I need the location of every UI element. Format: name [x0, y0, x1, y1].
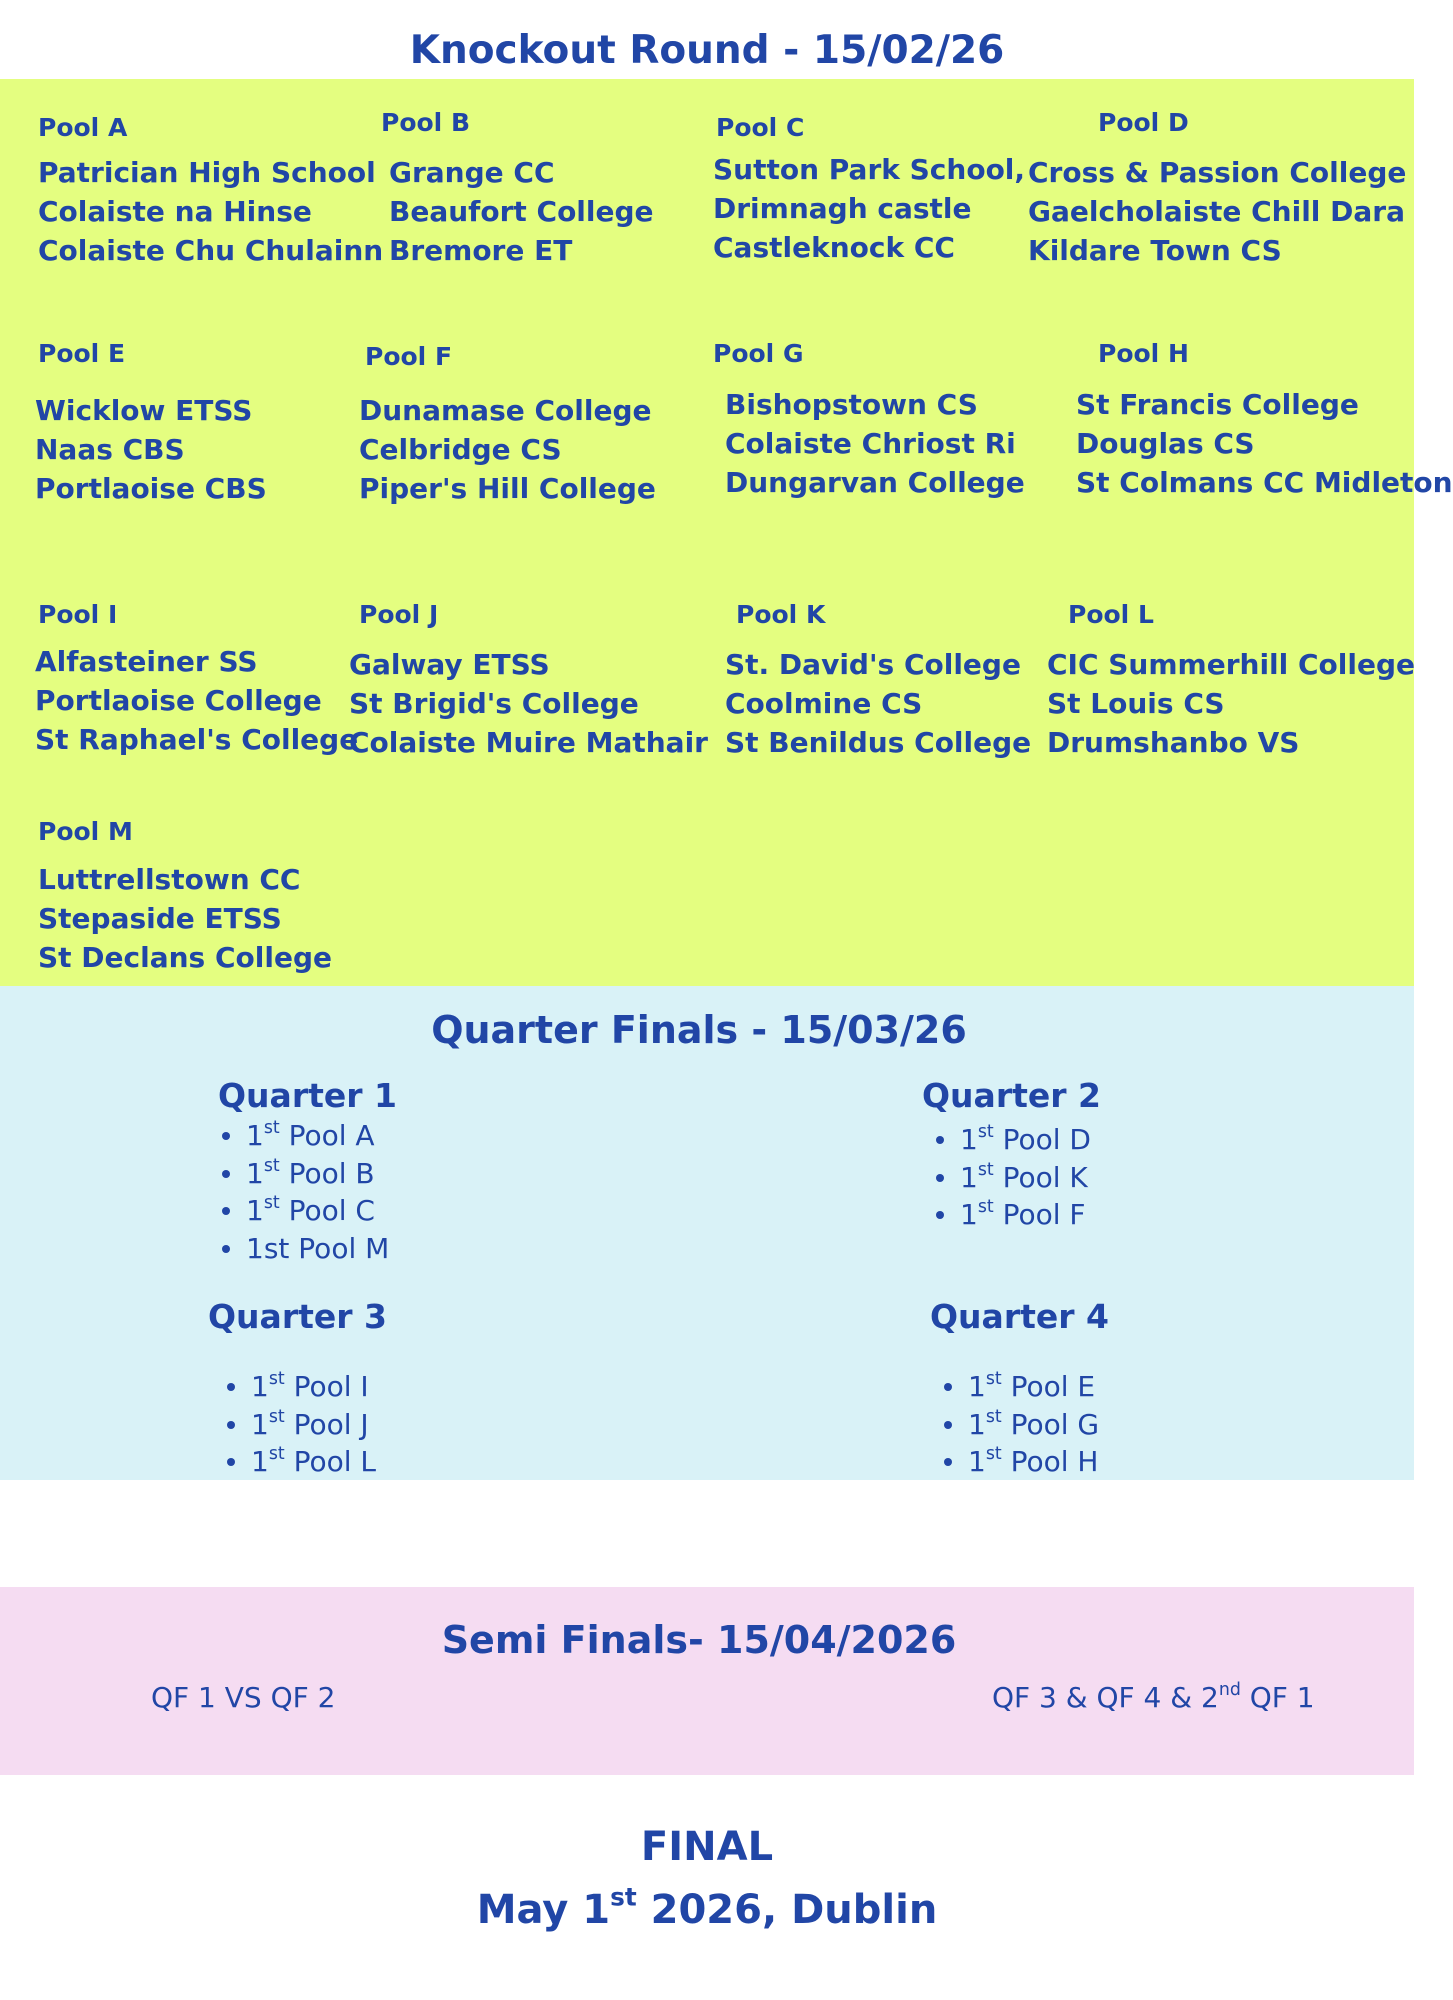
school-name: Douglas CS: [1076, 427, 1255, 460]
school-name: Kildare Town CS: [1028, 234, 1282, 267]
school-name: Colaiste Chriost Ri: [725, 427, 1016, 460]
school-list: [725, 385, 1025, 502]
school-name: Drumshanbo VS: [1047, 726, 1300, 759]
school-name: Wicklow ETSS: [35, 394, 253, 427]
pool-title: Pool E: [38, 339, 126, 368]
school-name: Grange CC: [389, 156, 555, 189]
pool-title: Pool L: [1068, 600, 1154, 629]
pool-title: Pool D: [1098, 108, 1189, 137]
pool-title: Pool C: [716, 113, 805, 142]
school-name: Cross & Passion College: [1028, 156, 1407, 189]
pool-title: Pool G: [713, 339, 804, 368]
quarter-entry: 1st Pool A: [218, 1117, 389, 1155]
school-name: St Louis CS: [1047, 687, 1225, 720]
school-name: Drimnagh castle: [713, 192, 972, 225]
semi-finals-title: Semi Finals- 15/04/2026: [441, 1618, 957, 1662]
school-name: Sutton Park School,: [713, 153, 1026, 186]
quarter-entry-list: [940, 1368, 1099, 1481]
quarter-entry-list: [223, 1368, 376, 1481]
quarter-entry-list: [218, 1117, 389, 1267]
school-list: [38, 153, 383, 270]
quarter-entry: 1st Pool D: [932, 1121, 1091, 1159]
school-name: Stepaside ETSS: [38, 902, 282, 935]
school-list: [389, 153, 654, 270]
school-list: [1047, 645, 1415, 762]
final-title: FINAL: [640, 1824, 774, 1870]
school-list: [359, 391, 656, 508]
school-list: [713, 150, 1025, 267]
school-name: Coolmine CS: [725, 687, 923, 720]
pool-title: Pool F: [365, 342, 453, 371]
school-name: Celbridge CS: [359, 433, 562, 466]
semi-final-right: QF 3 & QF 4 & 2nd QF 1: [992, 1679, 1315, 1714]
quarter-entry: 1st Pool K: [932, 1159, 1091, 1197]
school-list: [1028, 153, 1406, 270]
school-name: Bremore ET: [389, 234, 573, 267]
quarter-entry: 1st Pool G: [940, 1406, 1099, 1444]
school-list: [38, 860, 332, 977]
quarter-entry: 1st Pool F: [932, 1196, 1091, 1234]
school-name: St Brigid's College: [349, 687, 639, 720]
quarter-entry: 1st Pool C: [218, 1192, 389, 1230]
school-list: [1076, 385, 1453, 502]
quarter-title: Quarter 2: [922, 1076, 1101, 1115]
pool-title: Pool H: [1098, 339, 1189, 368]
school-name: Bishopstown CS: [725, 388, 978, 421]
quarter-entry: 1st Pool H: [940, 1443, 1099, 1481]
quarter-entry: 1st Pool M: [218, 1230, 389, 1268]
school-name: Portlaoise CBS: [35, 472, 267, 505]
quarter-entry-list: [932, 1121, 1091, 1234]
school-name: Piper's Hill College: [359, 472, 656, 505]
school-name: Castleknock CC: [713, 231, 955, 264]
school-list: [725, 645, 1031, 762]
semi-final-left: QF 1 VS QF 2: [151, 1681, 336, 1714]
school-name: Naas CBS: [35, 433, 185, 466]
pool-title: Pool J: [359, 600, 439, 629]
quarter-title: Quarter 3: [208, 1297, 387, 1336]
school-name: Gaelcholaiste Chill Dara: [1028, 195, 1405, 228]
school-list: [35, 391, 267, 508]
school-name: Beaufort College: [389, 195, 654, 228]
school-name: Colaiste na Hinse: [38, 195, 312, 228]
school-name: St. David's College: [725, 648, 1021, 681]
final-date: May 1st 2026, Dublin: [476, 1882, 938, 1933]
school-name: Luttrellstown CC: [38, 863, 301, 896]
school-list: [349, 645, 708, 762]
quarter-finals-title: Quarter Finals - 15/03/26: [431, 1008, 967, 1052]
school-name: CIC Summerhill College: [1047, 648, 1415, 681]
school-name: Galway ETSS: [349, 648, 550, 681]
school-name: Portlaoise College: [35, 684, 322, 717]
quarter-entry: 1st Pool J: [223, 1406, 376, 1444]
quarter-entry: 1st Pool L: [223, 1443, 376, 1481]
quarter-entry: 1st Pool B: [218, 1155, 389, 1193]
school-name: Dunamase College: [359, 394, 652, 427]
pool-title: Pool M: [38, 817, 133, 846]
school-name: St Colmans CC Midleton: [1076, 466, 1453, 499]
pool-title: Pool B: [381, 108, 471, 137]
pool-title: Pool A: [38, 113, 128, 142]
school-name: Dungarvan College: [725, 466, 1025, 499]
school-name: Alfasteiner SS: [35, 645, 258, 678]
school-name: Colaiste Chu Chulainn: [38, 234, 384, 267]
school-name: Patrician High School: [38, 156, 376, 189]
school-name: St Francis College: [1076, 388, 1359, 421]
quarter-title: Quarter 1: [218, 1076, 397, 1115]
knockout-title: Knockout Round - 15/02/26: [409, 28, 1005, 73]
pool-title: Pool I: [38, 600, 118, 629]
quarter-entry: 1st Pool E: [940, 1368, 1099, 1406]
school-name: St Declans College: [38, 941, 332, 974]
school-name: St Raphael's College: [35, 723, 359, 756]
school-name: Colaiste Muire Mathair: [349, 726, 708, 759]
pool-title: Pool K: [736, 600, 826, 629]
school-list: [35, 642, 358, 759]
quarter-title: Quarter 4: [930, 1297, 1109, 1336]
quarter-entry: 1st Pool I: [223, 1368, 376, 1406]
school-name: St Benildus College: [725, 726, 1032, 759]
quarter-finals-section: [0, 986, 1414, 1480]
